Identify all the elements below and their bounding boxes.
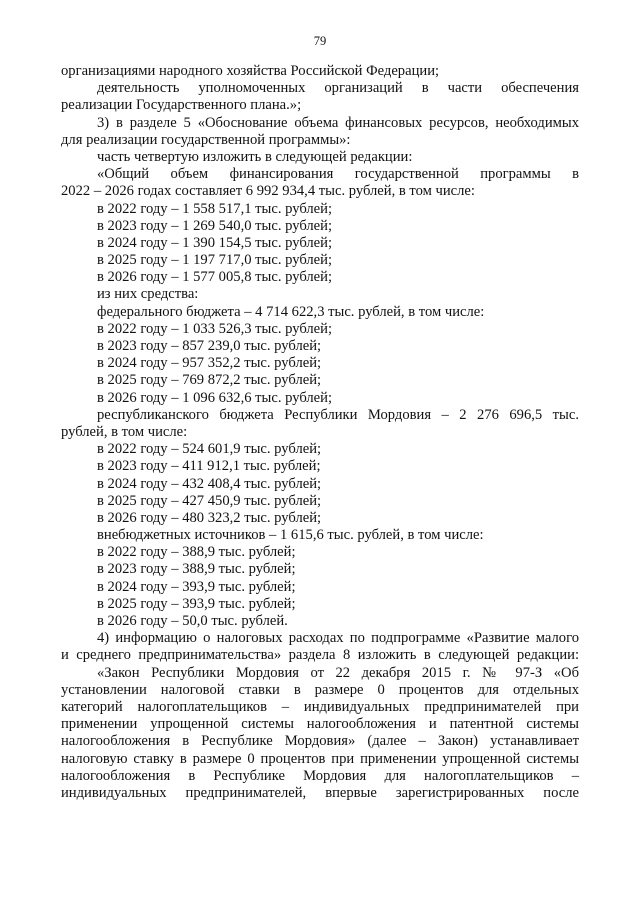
text-line: в 2025 году – 427 450,9 тыс. рублей;	[97, 492, 322, 509]
text-line: в 2024 году – 957 352,2 тыс. рублей;	[97, 355, 322, 372]
text-line: в 2026 году – 1 577 005,8 тыс. рублей;	[97, 269, 333, 286]
text-line: для реализации государственной программы»:	[61, 131, 351, 148]
text-line: в 2023 году – 857 239,0 тыс. рублей;	[97, 338, 322, 354]
text-line: часть четвертую изложить в следующей редакции:	[97, 148, 413, 165]
text-line: «Закон Республики Мордовия от 22 декабря 2015 г. № 97-З «Об	[97, 664, 579, 681]
text-line: реализации Государственного плана.»;	[61, 97, 302, 114]
text-line: «Общий объем финансирования государственной программы в	[97, 166, 579, 183]
text-line: в 2026 году – 480 323,2 тыс. рублей;	[97, 509, 322, 526]
text-line: налоговую ставку в размере 0 процентов при применении упрощенной системы	[61, 750, 579, 767]
text-line: применении упрощенной системы налогообложения и патентной системы	[61, 716, 579, 733]
text-line: в 2025 году – 393,9 тыс. рублей;	[97, 595, 296, 612]
text-line: индивидуальных предпринимателей, впервые зарегистрированных после	[61, 784, 579, 801]
text-line: и среднего предпринимательства» раздела 8 изложить в следующей редакции:	[61, 647, 579, 664]
text-line: в 2026 году – 50,0 тыс. рублей.	[97, 613, 288, 629]
text-line: в 2022 году – 524 601,9 тыс. рублей;	[97, 441, 322, 458]
text-line: 4) информацию о налоговых расходах по подпрограмме «Развитие малого	[97, 630, 579, 647]
text-line: в 2025 году – 1 197 717,0 тыс. рублей;	[97, 252, 333, 269]
text-line: в 2023 году – 388,9 тыс. рублей;	[97, 561, 296, 578]
text-line: в 2025 году – 769 872,2 тыс. рублей;	[97, 372, 322, 389]
text-line: организациями народного хозяйства Российской Федерации;	[61, 63, 440, 79]
page-number: 79	[313, 34, 327, 48]
text-line: рублей, в том числе:	[61, 423, 188, 440]
text-line: 3) в разделе 5 «Обоснование объема финансовых ресурсов, необходимых	[97, 114, 579, 131]
text-line: федерального бюджета – 4 714 622,3 тыс. рублей, в том числе:	[97, 303, 485, 320]
text-line: налогообложения в Республике Мордовия» (далее – Закон) устанавливает	[61, 733, 579, 750]
text-line: в 2024 году – 1 390 154,5 тыс. рублей;	[97, 234, 333, 251]
text-line: 2022 – 2026 годах составляет 6 992 934,4 тыс. рублей, в том числе:	[61, 183, 475, 200]
text-line: в 2023 году – 411 912,1 тыс. рублей;	[97, 458, 321, 475]
text-line: в 2022 году – 388,9 тыс. рублей;	[97, 544, 296, 561]
text-line: в 2024 году – 432 408,4 тыс. рублей;	[97, 475, 322, 492]
text-line: в 2022 году – 1 558 517,1 тыс. рублей;	[97, 200, 333, 217]
text-line: из них средства:	[97, 286, 199, 303]
text-line: в 2023 году – 1 269 540,0 тыс. рублей;	[97, 217, 333, 234]
text-line: в 2022 году – 1 033 526,3 тыс. рублей;	[97, 320, 333, 337]
text-line: налогообложения в Республике Мордовия для налогоплательщиков –	[61, 767, 579, 784]
text-line: деятельность уполномоченных организаций в части обеспечения	[97, 80, 579, 97]
text-line: в 2024 году – 393,9 тыс. рублей;	[97, 578, 296, 595]
text-line: в 2026 году – 1 096 632,6 тыс. рублей;	[97, 389, 333, 406]
text-line: республиканского бюджета Республики Мордовия – 2 276 696,5 тыс.	[97, 406, 579, 423]
text-line: установлении налоговой ставки в размере 0 процентов для отдельных	[61, 681, 579, 698]
document-body	[61, 63, 579, 802]
text-line: внебюджетных источников – 1 615,6 тыс. рублей, в том числе:	[97, 527, 484, 544]
text-line: категорий налогоплательщиков – индивидуальных предпринимателей при	[61, 698, 579, 715]
